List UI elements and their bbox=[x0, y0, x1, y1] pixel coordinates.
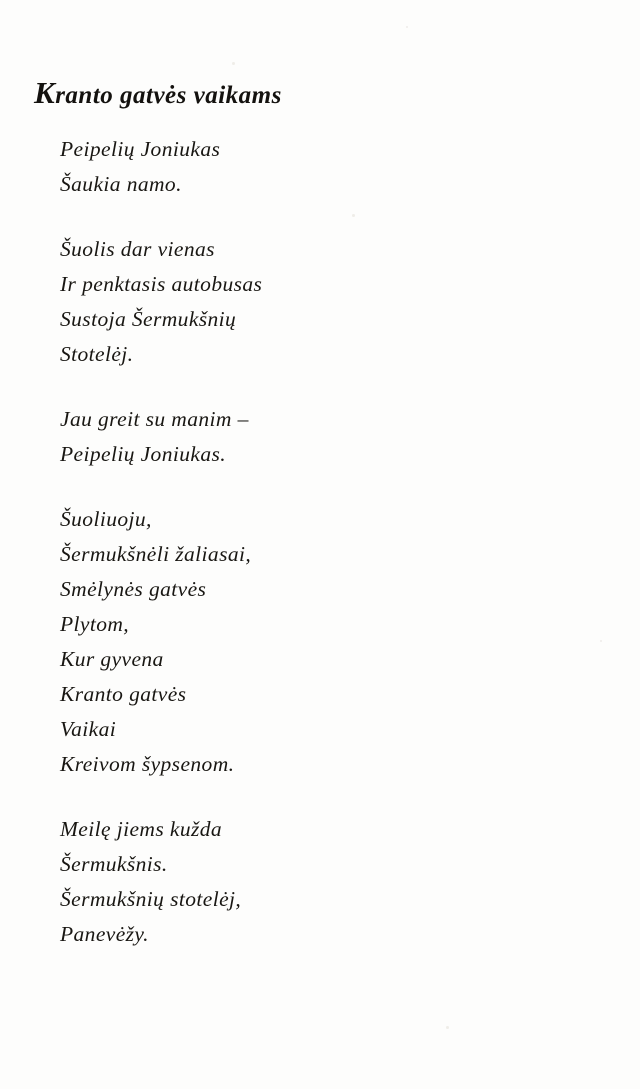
poem-body bbox=[60, 132, 580, 982]
poem-line: Peipelių Joniukas bbox=[60, 137, 221, 161]
poem-line: Šuoliuoju, bbox=[60, 507, 152, 531]
poem-stanza bbox=[60, 232, 580, 372]
poem-line: Stotelėj. bbox=[60, 342, 134, 366]
paper-speck bbox=[232, 62, 235, 65]
paper-speck bbox=[446, 1026, 449, 1029]
poem-line: Vaikai bbox=[60, 717, 117, 741]
poem-line: Šuolis dar vienas bbox=[60, 237, 215, 261]
paper-speck bbox=[406, 26, 408, 28]
poem-line: Panevėžy. bbox=[60, 922, 149, 946]
poem-line: Šermukšnis. bbox=[60, 852, 168, 876]
poem-line: Kur gyvena bbox=[60, 647, 164, 671]
poem-stanza bbox=[60, 402, 580, 472]
poem-line: Meilę jiems kužda bbox=[60, 817, 223, 841]
poem-stanza bbox=[60, 132, 580, 202]
page-title bbox=[34, 75, 282, 111]
paper-speck bbox=[600, 640, 602, 642]
title-dropcap: K bbox=[34, 74, 56, 110]
poem-line: Šaukia namo. bbox=[60, 172, 182, 196]
poem-stanza bbox=[60, 502, 580, 782]
poem-line: Kranto gatvės bbox=[60, 682, 187, 706]
poem-line: Šermukšnių stotelėj, bbox=[60, 887, 242, 911]
poem-line: Jau greit su manim – bbox=[60, 407, 249, 431]
poem-line: Šermukšnėli žaliasai, bbox=[60, 542, 252, 566]
poem-line: Sustoja Šermukšnių bbox=[60, 307, 237, 331]
title-rest: ranto gatvės vaikams bbox=[55, 81, 282, 109]
poem-line: Kreivom šypsenom. bbox=[60, 752, 235, 776]
poem-stanza bbox=[60, 812, 580, 952]
poem-line: Smėlynės gatvės bbox=[60, 577, 207, 601]
poem-line: Peipelių Joniukas. bbox=[60, 442, 227, 466]
poem-line: Plytom, bbox=[60, 612, 130, 636]
poem-line: Ir penktasis autobusas bbox=[60, 272, 263, 296]
